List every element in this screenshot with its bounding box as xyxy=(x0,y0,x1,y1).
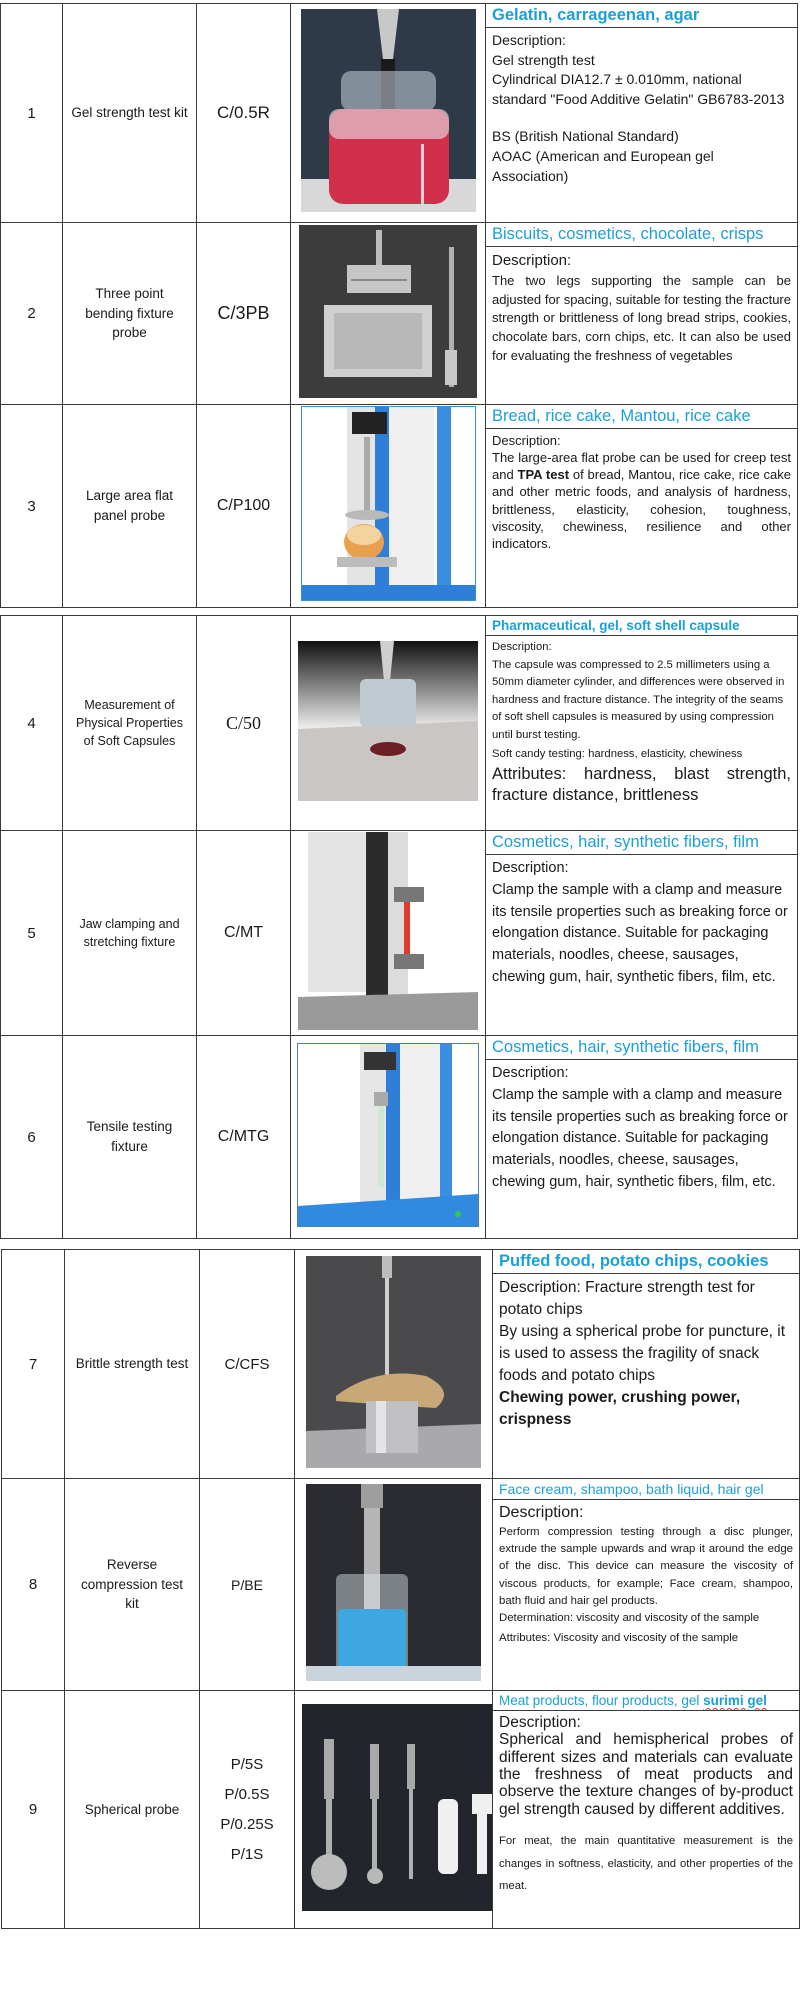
row-number: 5 xyxy=(1,831,63,1036)
description-text: Description: Fracture strength test for potato chips xyxy=(499,1279,755,1318)
tensile-fixture-photo xyxy=(297,1043,479,1227)
table-row xyxy=(1,4,798,223)
category-heading: Biscuits, cosmetics, chocolate, crisps xyxy=(486,223,797,247)
description-cell xyxy=(486,4,798,223)
description-cell xyxy=(486,831,798,1036)
back-extrusion-photo xyxy=(306,1484,481,1681)
category-heading: Bread, rice cake, Mantou, rice cake xyxy=(486,405,797,429)
description-text: By using a spherical probe for puncture, it is used to assess the fragility of snack foods and potato chips xyxy=(499,1323,786,1384)
description-text: Clamp the sample with a clamp and measure its tensile properties such as breaking force or elongation distance. Suitable for packaging materials, noodles, cheese, sausages, chewing gum, hair, synthetic fibers, film, etc. xyxy=(492,1086,788,1190)
spherical-probes-photo xyxy=(302,1704,492,1911)
capsule-compression-photo xyxy=(298,641,478,801)
probe-name: Tensile testing fixture xyxy=(63,1036,197,1239)
probe-model: C/MT xyxy=(197,831,291,1036)
description-label: Description: xyxy=(499,1504,584,1521)
description-cell xyxy=(493,1691,800,1929)
table-row xyxy=(2,1691,800,1929)
determination: Determination: viscosity and viscosity of the sample xyxy=(499,1612,760,1625)
description-text: Perform compression testing through a disc plunger, extrude the sample upwards and wrap it around the edge of the disc. This device can measure the viscosity of viscous products, for example; Face cream, shampoo, bath fluid and hair gel products. xyxy=(499,1525,793,1608)
description-label: Description: xyxy=(492,860,569,876)
probe-model: C/50 xyxy=(197,616,291,831)
probe-name: Three point bending fixture probe xyxy=(63,223,197,405)
description-cell xyxy=(493,1479,800,1691)
probe-model: C/P100 xyxy=(197,405,291,608)
probe-name: Reverse compression test kit xyxy=(65,1479,200,1691)
probe-model: P/1S xyxy=(230,1845,264,1863)
probe-name: Large area flat panel probe xyxy=(63,405,197,608)
three-point-fixture-photo xyxy=(299,225,477,398)
gel-jar-photo xyxy=(301,9,476,212)
key-attributes: Chewing power, crushing power, crispness xyxy=(499,1389,741,1428)
description-cell xyxy=(486,223,798,405)
description-text: Clamp the sample with a clamp and measure its tensile properties such as breaking force or elongation distance. Suitable for packaging materials, noodles, cheese, sausages, chewing gum, hair, synthetic fibers, film, etc. xyxy=(492,881,788,985)
row-number: 1 xyxy=(1,4,63,223)
probe-name: Measurement of Physical Properties of Soft Capsules xyxy=(63,616,197,831)
attributes: Attributes: hardness, blast strength, fracture distance, brittleness xyxy=(492,764,791,804)
category-heading: Puffed food, potato chips, cookies xyxy=(493,1250,799,1274)
description-cell xyxy=(493,1250,800,1479)
jaw-clamp-photo xyxy=(298,832,478,1030)
probe-table-section-3 xyxy=(1,1249,800,1929)
standard-item: AOAC (American and European gel Association) xyxy=(492,147,714,184)
probe-model: P/5S xyxy=(230,1755,264,1773)
row-number: 9 xyxy=(2,1691,65,1929)
description-cell xyxy=(486,405,798,608)
category-heading: Cosmetics, hair, synthetic fibers, film xyxy=(486,1036,797,1060)
description-label: Description: xyxy=(492,1065,569,1081)
table-row xyxy=(1,1036,798,1239)
description-line: Cylindrical DIA12.7 ± 0.010mm, national standard "Food Additive Gelatin" GB6783-2013 xyxy=(492,71,785,107)
probe-table-section-2 xyxy=(0,615,798,1239)
table-row xyxy=(1,405,798,608)
description-text: Spherical and hemispherical probes of different sizes and materials can evaluate the freshness of meat products and observe the texture changes of by-product gel strength caused by different additives. xyxy=(499,1731,793,1818)
description-text: The capsule was compressed to 2.5 millimeters using a 50mm diameter cylinder, and differences were observed in hardness and fracture distance. The integrity of the seams of soft shell capsules is measured by using compression until burst testing. xyxy=(492,658,785,741)
category-heading: Cosmetics, hair, synthetic fibers, film xyxy=(486,831,797,855)
description-cell xyxy=(486,1036,798,1239)
description-text: The two legs supporting the sample can be adjusted for spacing, suitable for testing the fracture strength or brittleness of long bread strips, cookies, chocolate bars, corn chips, etc. It can also be used for evaluating the freshness of vegetables xyxy=(492,272,791,364)
row-number: 8 xyxy=(2,1479,65,1691)
description-line: Gel strength test xyxy=(492,51,595,68)
table-row xyxy=(1,616,798,831)
probe-model: C/3PB xyxy=(197,223,291,405)
probe-model: P/BE xyxy=(200,1479,295,1691)
probe-name: Spherical probe xyxy=(65,1691,200,1929)
note-text: For meat, the main quantitative measurement is the changes in softness, elasticity, and other properties of the meat. xyxy=(499,1835,793,1893)
table-row xyxy=(2,1250,800,1479)
row-number: 3 xyxy=(1,405,63,608)
attributes: Attributes: Viscosity and viscosity of the sample xyxy=(499,1631,739,1644)
row-number: 6 xyxy=(1,1036,63,1239)
description-label: Description: xyxy=(499,1714,581,1731)
category-heading: Meat products, flour products, gel surimi gel xyxy=(493,1691,799,1711)
probe-model: C/0.5R xyxy=(197,4,291,223)
probe-model: P/0.25S xyxy=(220,1815,274,1833)
row-number: 4 xyxy=(1,616,63,831)
standard-item: BS (British National Standard) xyxy=(492,128,679,145)
description-cell xyxy=(486,616,798,831)
row-number: 7 xyxy=(2,1250,65,1479)
description-label: Description: xyxy=(492,252,572,269)
chip-puncture-photo xyxy=(306,1256,481,1468)
candy-testing: Soft candy testing: hardness, elasticity, chewiness xyxy=(492,748,743,760)
flat-probe-bread-photo xyxy=(301,406,476,601)
table-row xyxy=(1,223,798,405)
probe-name: Gel strength test kit xyxy=(63,4,197,223)
probe-table-section-1 xyxy=(0,3,798,608)
description-label: Description: xyxy=(492,641,552,653)
row-number: 2 xyxy=(1,223,63,405)
description-text: The large-area flat probe can be used for creep test and TPA test of bread, Mantou, rice cake, rice cake and other metric foods, and analysis of hardness, brittleness, elasticity, cohesion, toughness, viscosity, chewiness, resilience and other indicators. xyxy=(492,450,791,551)
description-label: Description: xyxy=(492,433,561,448)
probe-model: C/CFS xyxy=(200,1250,295,1479)
table-row xyxy=(2,1479,800,1691)
category-heading: Face cream, shampoo, bath liquid, hair gel xyxy=(493,1479,799,1500)
probe-name: Brittle strength test xyxy=(65,1250,200,1479)
probe-model-list xyxy=(200,1691,295,1929)
category-heading: Gelatin, carrageenan, agar xyxy=(486,4,797,28)
probe-name: Jaw clamping and stretching fixture xyxy=(63,831,197,1036)
category-heading: Pharmaceutical, gel, soft shell capsule xyxy=(486,616,797,636)
table-row xyxy=(1,831,798,1036)
description-label: Description: xyxy=(492,32,566,48)
probe-model: P/0.5S xyxy=(224,1785,270,1803)
probe-model: C/MTG xyxy=(197,1036,291,1239)
